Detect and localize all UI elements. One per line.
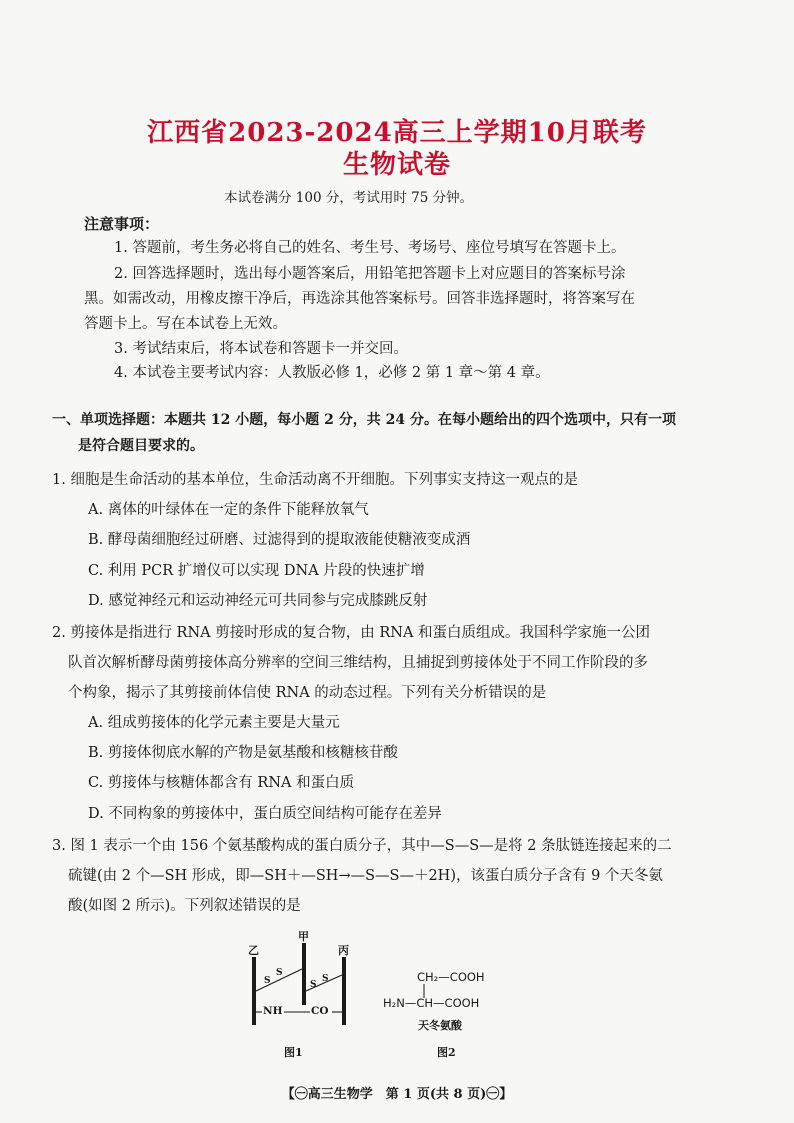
label-bing: 丙 bbox=[338, 944, 349, 957]
q1-stem: 1. 细胞是生命活动的基本单位，生命活动离不开细胞。下列事实支持这一观点的是 bbox=[52, 472, 578, 488]
section1-heading-b: 是符合题目要求的。 bbox=[78, 438, 204, 454]
q3-stem-a: 3. 图 1 表示一个由 156 个氨基酸构成的蛋白质分子，其中—S—S—是将 2 条肽链连接起来的二 bbox=[52, 838, 672, 854]
notice-item-4: 4. 本试卷主要考试内容：人教版必修 1，必修 2 第 1 章～第 4 章。 bbox=[114, 365, 550, 381]
exam-subtitle: 本试卷满分 100 分，考试用时 75 分钟。 bbox=[224, 190, 474, 206]
label-yi: 乙 bbox=[248, 944, 259, 957]
notice-heading: 注意事项： bbox=[84, 215, 160, 233]
q2-option-a: A. 组成剪接体的化学元素主要是大量元 bbox=[88, 715, 340, 731]
q2-option-c: C. 剪接体与核糖体都含有 RNA 和蛋白质 bbox=[88, 775, 355, 791]
q3-stem-c: 酸(如图 2 所示)。下列叙述错误的是 bbox=[68, 898, 301, 914]
notice-item-3: 3. 考试结束后，将本试卷和答题卡一并交回。 bbox=[114, 341, 408, 357]
q1-option-b: B. 酵母菌细胞经过研磨、过滤得到的提取液能使糖液变成酒 bbox=[88, 532, 471, 548]
co-group: CO bbox=[311, 1005, 329, 1017]
chain-jia-bar bbox=[302, 943, 306, 1005]
chain-yi-bar bbox=[252, 957, 256, 1025]
q2-option-b: B. 剪接体彻底水解的产物是氨基酸和核糖核苷酸 bbox=[88, 745, 398, 761]
notice-item-1: 1. 答题前，考生务必将自己的姓名、考生号、考场号、座位号填写在答题卡上。 bbox=[114, 240, 626, 256]
q3-stem-b: 硫键(由 2 个—SH 形成，即—SH＋—SH→—S—S—＋2H)，该蛋白质分子含有 9 个天冬氨 bbox=[68, 868, 663, 884]
notice-item-2a: 2. 回答选择题时，选出每小题答案后，用铅笔把答题卡上对应题目的答案标号涂 bbox=[114, 266, 626, 282]
sulfur-3: S bbox=[310, 980, 317, 990]
label-jia: 甲 bbox=[298, 930, 309, 943]
q2-option-d: D. 不同构象的剪接体中，蛋白质空间结构可能存在差异 bbox=[88, 806, 442, 822]
notice-item-2c: 答题卡上。写在本试卷上无效。 bbox=[84, 316, 287, 332]
section1-heading-a: 一、单项选择题：本题共 12 小题，每小题 2 分，共 24 分。在每小题给出的四个选项中，只有一项 bbox=[52, 412, 676, 428]
title-line1: 江西省2023-2024高三上学期10月联考 bbox=[147, 118, 647, 148]
figure-2-caption: 图2 bbox=[437, 1046, 456, 1059]
figure-1-caption: 图1 bbox=[284, 1046, 303, 1059]
q1-option-d: D. 感觉神经元和运动神经元可共同参与完成膝跳反射 bbox=[88, 593, 428, 609]
nh-group: NH bbox=[263, 1005, 283, 1017]
notice-item-2b: 黑。如需改动，用橡皮擦干净后，再选涂其他答案标号。回答非选择题时，将答案写在 bbox=[84, 291, 635, 307]
aspartic-side-chain: CH₂—COOH bbox=[417, 970, 485, 984]
sulfur-1: S bbox=[264, 976, 271, 986]
aspartic-name: 天冬氨酸 bbox=[418, 1019, 462, 1032]
title-line2: 生物试卷 bbox=[342, 150, 451, 180]
sulfur-4: S bbox=[322, 974, 329, 984]
chain-bing-bar bbox=[342, 957, 346, 1025]
q1-option-a: A. 离体的叶绿体在一定的条件下能释放氧气 bbox=[88, 502, 369, 518]
aspartic-backbone: H₂N—CH—COOH bbox=[383, 996, 480, 1010]
q2-stem-b: 队首次解析酵母菌剪接体高分辨率的空间三维结构，且捕捉到剪接体处于不同工作阶段的多 bbox=[68, 655, 648, 671]
q2-stem-c: 个构象，揭示了其剪接前体信使 RNA 的动态过程。下列有关分析错误的是 bbox=[68, 685, 547, 701]
q2-stem-a: 2. 剪接体是指进行 RNA 剪接时形成的复合物，由 RNA 和蛋白质组成。我国科学家施一公团 bbox=[52, 625, 651, 641]
page-footer: 【㊀高三生物学 第 1 页(共 8 页)㊀】 bbox=[281, 1087, 513, 1102]
sulfur-2: S bbox=[276, 968, 283, 978]
q1-option-c: C. 利用 PCR 扩增仪可以实现 DNA 片段的快速扩增 bbox=[88, 563, 425, 579]
